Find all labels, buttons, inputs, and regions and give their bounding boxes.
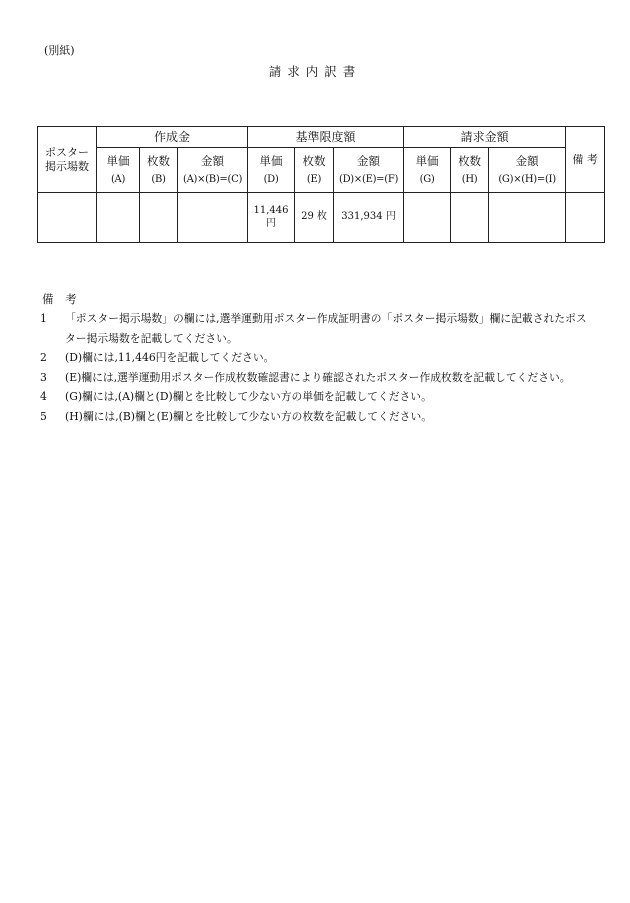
group-header-claim-amount: 請求金額 (404, 127, 566, 148)
note-number: 4 (40, 390, 47, 403)
col-i-amount (489, 148, 566, 193)
col-g-unit-price (404, 148, 451, 193)
cell-poster-sites[interactable] (38, 193, 97, 243)
group-header-production-cost: 作成金 (97, 127, 248, 148)
list-item (40, 309, 595, 348)
col-b-label: 枚数 (147, 153, 170, 168)
col-f-label: 金額 (357, 153, 381, 168)
col-e-count (295, 148, 334, 193)
poster-sites-header-line1: ポスター (45, 145, 89, 159)
note-text: (D)欄には,11,446円を記載してください。 (65, 351, 275, 364)
col-b-code: (B) (151, 173, 166, 185)
document-title: 請求内訳書 (268, 64, 362, 79)
note-text: (E)欄には,選挙運動用ポスター作成枚数確認書により確認されたポスター作成枚数を記載してください。 (65, 370, 571, 384)
col-e-label: 枚数 (302, 153, 326, 168)
col-h-count (451, 148, 489, 193)
col-c-amount (178, 148, 248, 193)
cell-e-count[interactable]: 29 枚 (295, 193, 334, 243)
notes-heading: 備 考 (42, 292, 81, 306)
note-number: 5 (40, 409, 47, 423)
poster-sites-header (38, 127, 97, 193)
note-text: (H)欄には,(B)欄と(E)欄とを比較して少ない方の枚数を記載してください。 (65, 409, 433, 423)
note-number: 2 (40, 351, 47, 364)
notes-list (40, 309, 595, 426)
cell-h-count[interactable] (451, 193, 489, 243)
note-number: 3 (40, 370, 47, 384)
table-row (38, 193, 605, 243)
col-d-code: (D) (263, 173, 279, 185)
list-item (40, 387, 595, 407)
col-g-code: (G) (419, 173, 435, 185)
col-a-code: (A) (110, 173, 126, 185)
cell-g-unit-price[interactable] (404, 193, 451, 243)
cell-d-unit-price[interactable]: 11,446 円 (248, 193, 295, 243)
col-f-code: (D)×(E)=(F) (338, 173, 399, 185)
group-header-standard-limit: 基準限度額 (248, 127, 404, 148)
col-d-label: 単価 (259, 153, 283, 168)
breakdown-table (37, 126, 605, 243)
note-text: (G)欄には,(A)欄と(D)欄とを比較して少ない方の単価を記載してください。 (65, 390, 432, 403)
list-item (40, 407, 595, 427)
poster-sites-header-line2: 掲示場数 (45, 159, 89, 173)
col-g-label: 単価 (415, 153, 439, 168)
cell-f-amount[interactable]: 331,934 円 (334, 193, 404, 243)
list-item (40, 348, 595, 368)
cell-i-amount[interactable] (489, 193, 566, 243)
col-h-label: 枚数 (458, 153, 482, 168)
cell-c-amount[interactable] (178, 193, 248, 243)
col-a-unit-price (97, 148, 140, 193)
col-h-code: (H) (461, 173, 478, 185)
cell-b-count[interactable] (140, 193, 178, 243)
cell-a-unit-price[interactable] (97, 193, 140, 243)
col-i-label: 金額 (515, 153, 539, 168)
list-item (40, 368, 595, 388)
col-f-amount (334, 148, 404, 193)
col-a-label: 単価 (106, 153, 130, 168)
note-text: 「ポスター掲示場数」の欄には,選挙運動用ポスター作成証明書の「ポスター掲示場数」欄に記載されたポスター掲示場数を記載してください。 (65, 312, 587, 345)
note-number: 1 (40, 312, 47, 325)
col-c-label: 金額 (201, 153, 225, 168)
col-d-unit-price (248, 148, 295, 193)
col-i-code: (G)×(H)=(I) (498, 173, 556, 185)
col-c-code: (A)×(B)=(C) (182, 173, 243, 185)
appendix-label: (別紙) (44, 44, 75, 57)
col-b-count (140, 148, 178, 193)
cell-remarks[interactable] (566, 193, 605, 243)
col-e-code: (E) (306, 173, 322, 185)
remarks-header: 備 考 (566, 127, 605, 193)
